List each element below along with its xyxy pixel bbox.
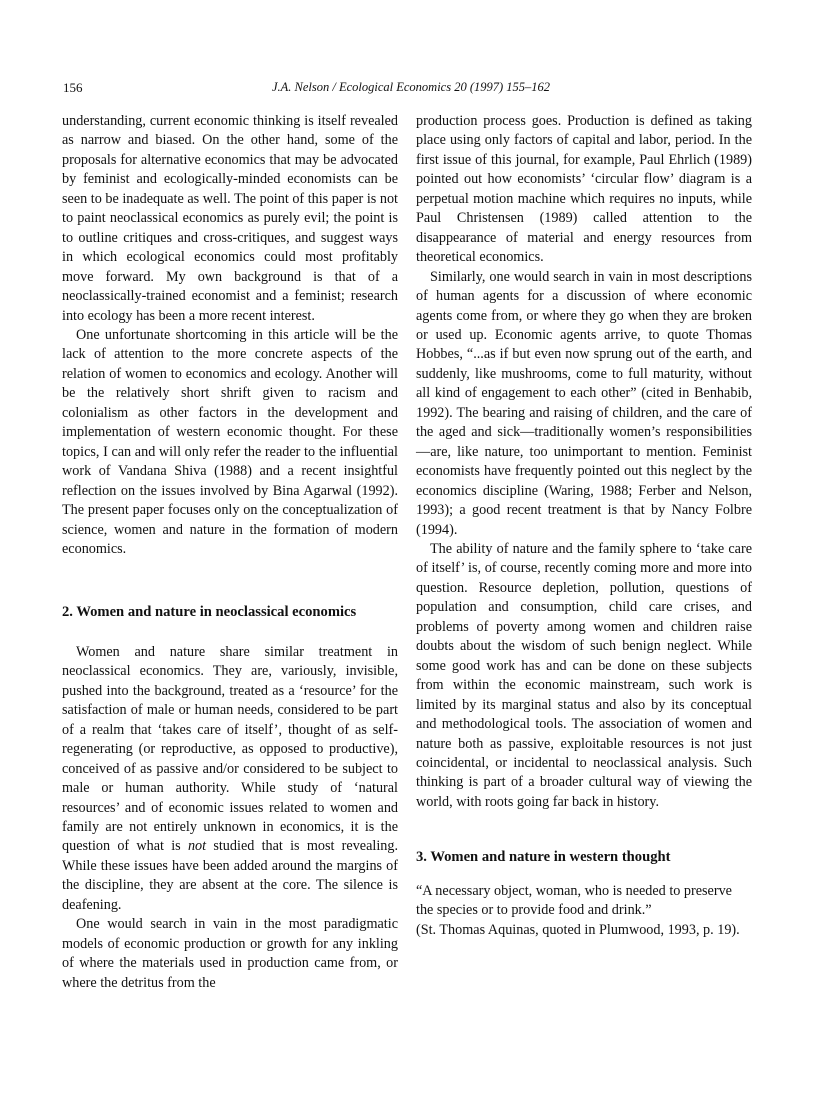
paragraph: production process goes. Production is defined as taking place using only factors of capital and labor, period. In the first issue of this journal, for example, Paul Ehrlich (1989) pointed out how economists’ ‘circular flow’ diagram is a perpetual motion machine which requires no inputs, while Paul Christensen (1989) called attention to the disappearance of material and energy resources from theoretical economics. [416, 113, 752, 266]
paragraph-text: Women and nature share similar treatment in neoclassical economics. They are, variously, invisible, pushed into the background, treated as a ‘resource’ for the satisfaction of male or human needs, considered to be part of a realm that ‘takes care of itself’, thought of as self-regenerating (or reproductive, as opposed to productive), conceived of as passive and/or considered to be subject to male or human authority. While study of ‘natural resources’ and of economic issues related to women and family are not entirely unknown in economics, it is the question of what is [62, 643, 398, 855]
paragraph: The ability of nature and the family sphere to ‘take care of itself’ is, of course, recently coming more and more into question. Resource depletion, pollution, questions of population and consumption, child care crises, and problems of poverty among women and children raise doubts about the wisdom of such benign neglect. While some good work has and can be done on these subjects from within the economic mainstream, such work is limited by its marginal status and also by its conceptual and methodological tools. The association of women and nature both as passive, exploitable resources is not just coincidental, or incidental to neoclassical analysis. Such thinking is part of a broader cultural way of viewing the world, with roots going far back in history. [416, 540, 752, 810]
section-heading-2: 2. Women and nature in neoclassical economics [62, 604, 357, 621]
left-column [62, 112, 398, 993]
paragraph [62, 643, 398, 915]
paragraph: Similarly, one would search in vain in most descriptions of human agents for a discussion of where economic agents come from, or where they go when they are broken or used up. Economic agents arrive, to quote Thomas Hobbes, “...as if but even now sprung out of the earth, and suddenly, like mushrooms, come to full maturity, without all kind of engagement to each other” (cited in Benhabib, 1992). The bearing and raising of children, and the care of the aged and sick—traditionally women’s responsibilities—are, like nature, too unimportant to mention. Feminist economists have frequently pointed out this neglect by the economics discipline (Waring, 1988; Ferber and Nelson, 1993); a good recent treatment is that by Nancy Folbre (1994). [416, 268, 752, 538]
paragraph: understanding, current economic thinking is itself revealed as narrow and biased. On the other hand, some of the proposals for alternative economics that may be advocated by feminist and ecologically-minded economists can be seen to be inadequate as well. The point of this paper is not to paint neoclassical economics as purely evil; the point is to outline critiques and cross-critiques, and suggest ways in which ecological economics could most profitably move forward. My own background is that of a neoclassically-trained economist and a feminist; research into ecology has been a more recent interest. [62, 113, 398, 324]
epigraph-quote: “A necessary object, woman, who is needed to preserve the species or to provide food and drink.” [416, 882, 732, 919]
emphasis-text: not [187, 838, 207, 855]
section-heading-3: 3. Women and nature in western thought [416, 849, 671, 866]
running-header: J.A. Nelson / Ecological Economics 20 (1997) 155–162 [271, 80, 551, 94]
paragraph-text: studied that is most revealing. While these issues have been added around the margins of the discipline, they are absent at the core. The silence is deafening. [62, 838, 399, 913]
right-column [416, 112, 752, 940]
paragraph: One unfortunate shortcoming in this article will be the lack of attention to the more concrete aspects of the relation of women to economics and ecology. Another will be the relatively short shrift given to racism and colonialism as other factors in the development and implementation of western economic thought. For these topics, I can and will only refer the reader to the influential work of Vandana Shiva (1988) and a recent insightful reflection on the issues involved by Bina Agarwal (1992). The present paper focuses only on the conceptualization of science, women and nature in the formation of modern economics. [62, 326, 398, 557]
page-number: 156 [63, 80, 83, 95]
epigraph-source: (St. Thomas Aquinas, quoted in Plumwood, 1993, p. 19). [416, 921, 740, 938]
paragraph: One would search in vain in the most paradigmatic models of economic production or growth for any inkling of where the materials used in production came from, or where the detritus from the [62, 916, 398, 991]
